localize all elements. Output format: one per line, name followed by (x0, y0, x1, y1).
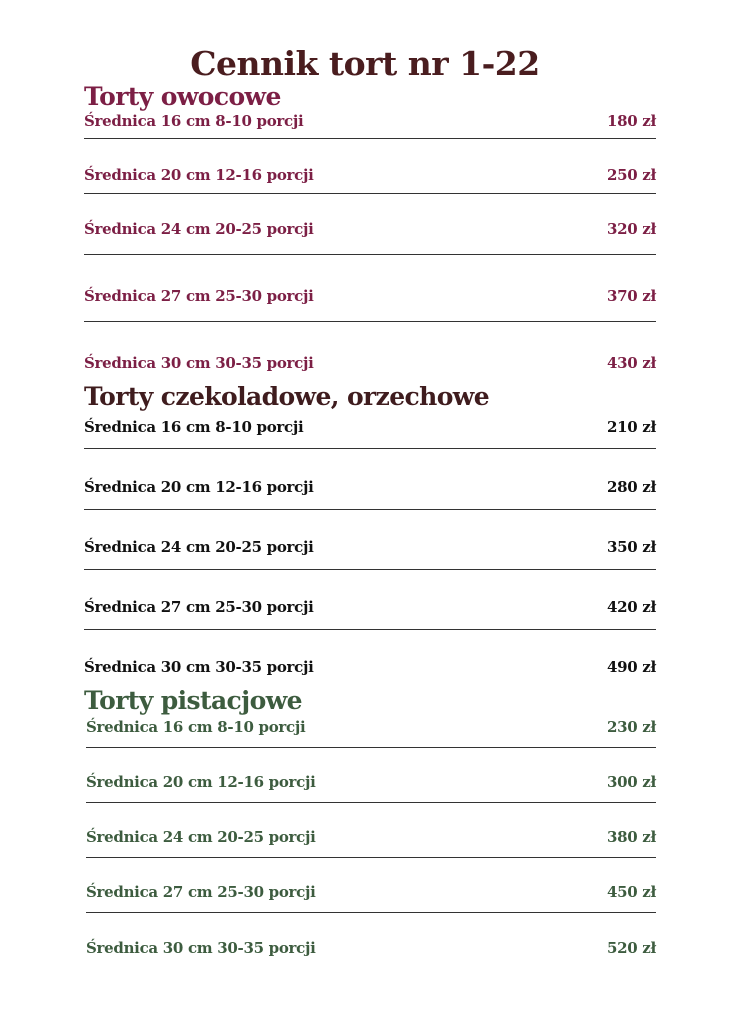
row-divider (84, 569, 656, 570)
row-price: 350 zł (606, 538, 656, 556)
row-price: 180 zł (606, 112, 656, 130)
row-price: 280 zł (606, 478, 656, 496)
row-divider (86, 912, 656, 913)
row-price: 370 zł (606, 287, 656, 305)
price-row (84, 287, 656, 311)
row-divider (84, 138, 656, 139)
price-row (84, 478, 656, 502)
page-title: Cennik tort nr 1-22 (190, 44, 540, 83)
row-divider (86, 857, 656, 858)
row-label: Średnica 24 cm 20-25 porcji (84, 538, 314, 556)
price-row (84, 166, 656, 190)
row-label: Średnica 30 cm 30-35 porcji (86, 939, 316, 957)
row-divider (84, 448, 656, 449)
row-price: 430 zł (606, 354, 656, 372)
section-heading-owocowe: Torty owocowe (84, 82, 281, 111)
row-price: 300 zł (606, 773, 656, 791)
row-price: 230 zł (606, 718, 656, 736)
row-divider (84, 509, 656, 510)
row-price: 520 zł (606, 939, 656, 957)
row-price: 320 zł (606, 220, 656, 238)
row-label: Średnica 20 cm 12-16 porcji (84, 166, 314, 184)
row-label: Średnica 27 cm 25-30 porcji (84, 287, 314, 305)
row-label: Średnica 27 cm 25-30 porcji (84, 598, 314, 616)
price-row (86, 828, 656, 852)
price-row (84, 538, 656, 562)
row-divider (84, 193, 656, 194)
row-price: 380 zł (606, 828, 656, 846)
row-divider (86, 747, 656, 748)
row-divider (84, 321, 656, 322)
price-row (86, 718, 656, 742)
row-divider (84, 629, 656, 630)
price-row (84, 354, 656, 378)
price-row (84, 112, 656, 136)
row-label: Średnica 30 cm 30-35 porcji (84, 658, 314, 676)
price-row (84, 220, 656, 244)
section-heading-czekoladowe: Torty czekoladowe, orzechowe (84, 382, 490, 411)
row-price: 450 zł (606, 883, 656, 901)
row-label: Średnica 20 cm 12-16 porcji (86, 773, 316, 791)
row-price: 250 zł (606, 166, 656, 184)
row-price: 420 zł (606, 598, 656, 616)
row-label: Średnica 16 cm 8-10 porcji (84, 112, 304, 130)
row-price: 490 zł (606, 658, 656, 676)
row-price: 210 zł (606, 418, 656, 436)
price-row (86, 883, 656, 907)
price-row (86, 939, 656, 963)
row-label: Średnica 20 cm 12-16 porcji (84, 478, 314, 496)
row-divider (84, 254, 656, 255)
row-label: Średnica 27 cm 25-30 porcji (86, 883, 316, 901)
price-row (86, 773, 656, 797)
price-row (84, 418, 656, 442)
row-label: Średnica 24 cm 20-25 porcji (86, 828, 316, 846)
row-label: Średnica 16 cm 8-10 porcji (84, 418, 304, 436)
row-divider (86, 802, 656, 803)
price-row (84, 598, 656, 622)
row-label: Średnica 30 cm 30-35 porcji (84, 354, 314, 372)
section-heading-pistacjowe: Torty pistacjowe (84, 686, 302, 715)
row-label: Średnica 24 cm 20-25 porcji (84, 220, 314, 238)
price-row (84, 658, 656, 682)
row-label: Średnica 16 cm 8-10 porcji (86, 718, 306, 736)
